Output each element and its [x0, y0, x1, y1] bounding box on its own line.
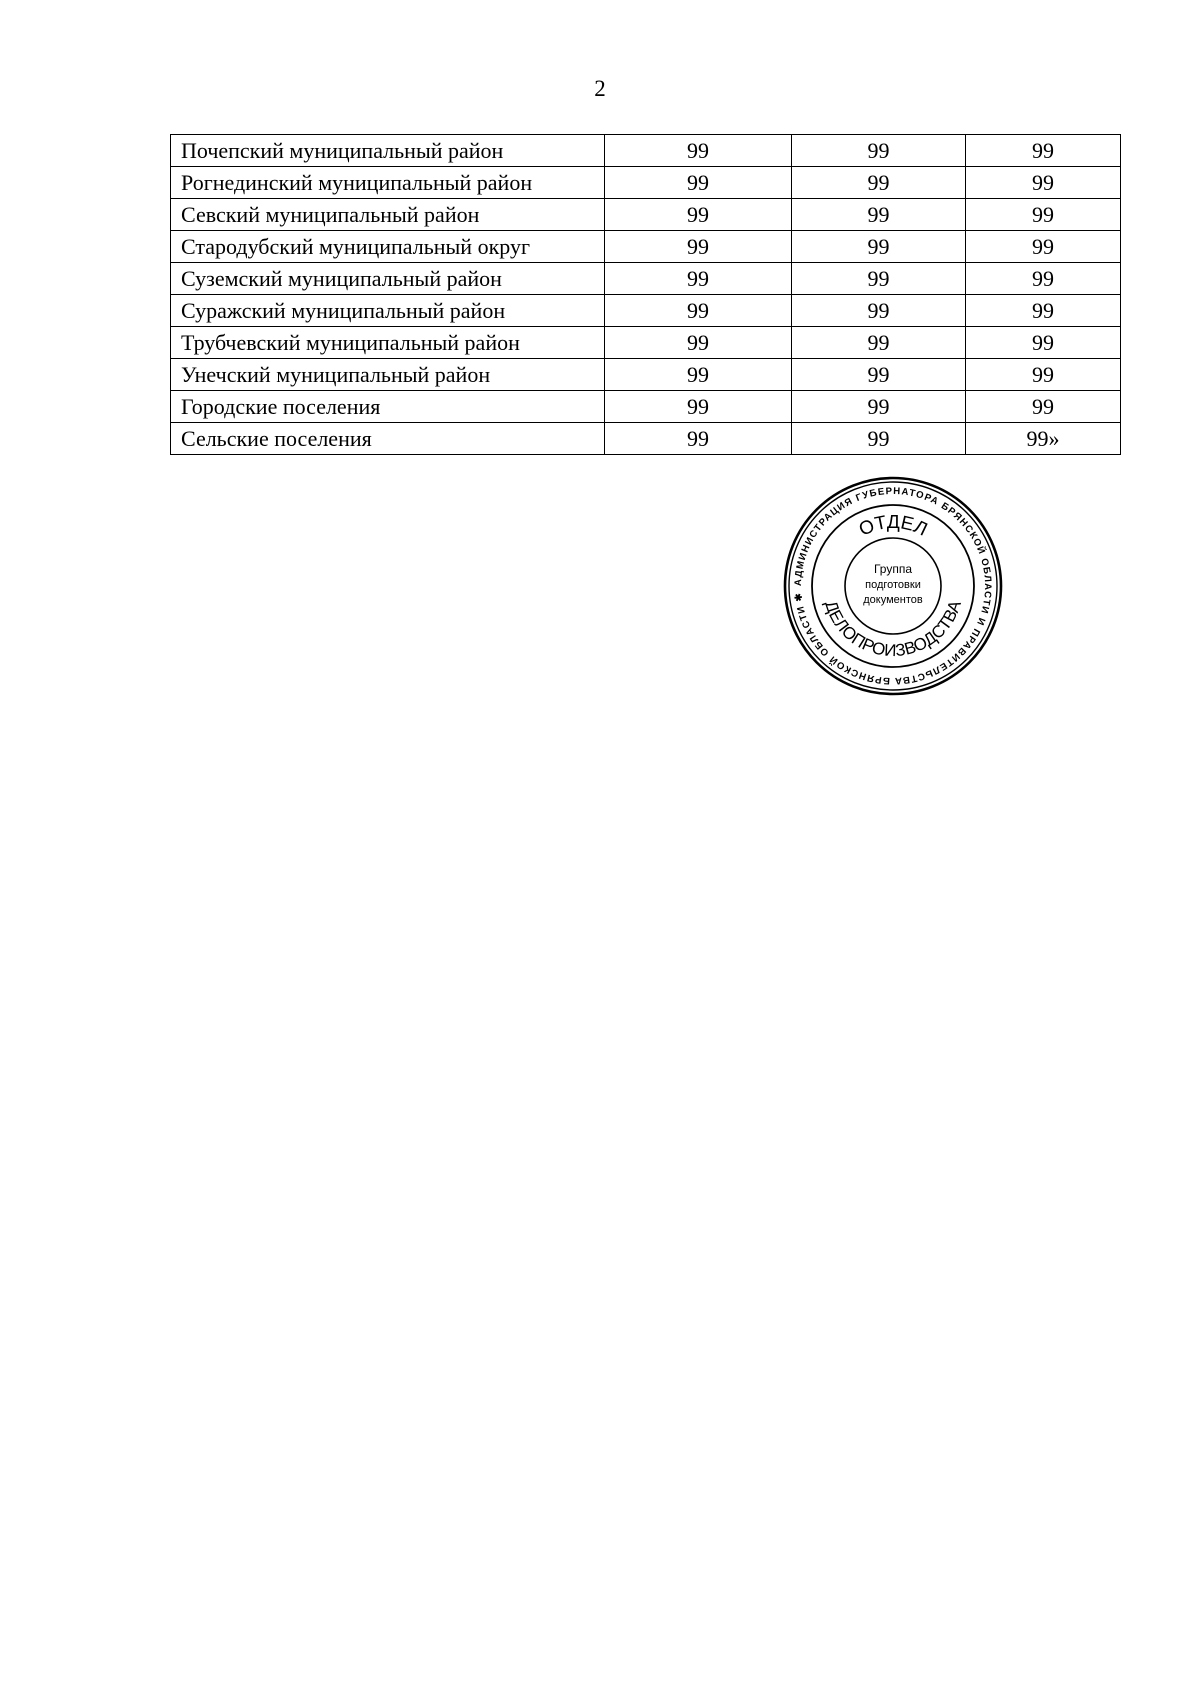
stamp-top-text-path: ОТДЕЛ: [855, 511, 931, 541]
table-row: [171, 135, 1121, 167]
value-cell: 99: [792, 167, 966, 199]
value-cell: 99: [792, 263, 966, 295]
district-name-cell: Рогнединский муниципальный район: [171, 167, 605, 199]
value-cell: 99: [966, 135, 1121, 167]
table-row: [171, 391, 1121, 423]
stamp-center-line-2: подготовки: [865, 579, 921, 591]
value-cell: 99: [792, 359, 966, 391]
value-cell: 99: [605, 199, 792, 231]
district-name-cell: Почепский муниципальный район: [171, 135, 605, 167]
office-stamp: [783, 476, 1003, 696]
district-name-cell: Сельские поселения: [171, 423, 605, 455]
page-number: 2: [594, 76, 606, 101]
district-name-cell: Трубчевский муниципальный район: [171, 327, 605, 359]
value-cell: 99: [605, 167, 792, 199]
value-cell: 99: [966, 359, 1121, 391]
stamp-bottom-text: [821, 597, 965, 660]
value-cell: 99: [966, 295, 1121, 327]
value-cell: 99: [792, 135, 966, 167]
district-name-cell: Городские поселения: [171, 391, 605, 423]
district-name-cell: Стародубский муниципальный округ: [171, 231, 605, 263]
value-cell: 99: [792, 327, 966, 359]
table-row: [171, 231, 1121, 263]
value-cell: 99: [605, 295, 792, 327]
district-table: [170, 134, 1121, 455]
value-cell: 99: [792, 423, 966, 455]
value-cell: 99: [966, 231, 1121, 263]
district-name-cell: Севский муниципальный район: [171, 199, 605, 231]
value-cell: 99: [792, 231, 966, 263]
stamp-graphic: [783, 476, 1003, 696]
district-name-cell: Унечский муниципальный район: [171, 359, 605, 391]
value-cell: 99: [966, 263, 1121, 295]
value-cell: 99: [605, 391, 792, 423]
value-cell: 99: [605, 231, 792, 263]
value-cell: 99: [605, 135, 792, 167]
value-cell: 99: [792, 199, 966, 231]
stamp-top-text: [856, 512, 930, 541]
value-cell: 99: [605, 327, 792, 359]
table-row: [171, 295, 1121, 327]
stamp-center-line-3: документов: [863, 594, 923, 606]
table-row: [171, 199, 1121, 231]
stamp-center-line-1: Группа: [873, 562, 913, 576]
table-row: [171, 167, 1121, 199]
value-cell: 99: [605, 359, 792, 391]
table-row: [171, 359, 1121, 391]
value-cell: 99: [966, 199, 1121, 231]
value-cell: 99: [792, 295, 966, 327]
table-row: [171, 423, 1121, 455]
value-cell: 99: [605, 263, 792, 295]
value-cell: 99: [966, 167, 1121, 199]
value-cell: 99»: [966, 423, 1121, 455]
district-name-cell: Суземский муниципальный район: [171, 263, 605, 295]
value-cell: 99: [966, 327, 1121, 359]
table-row: [171, 263, 1121, 295]
table-row: [171, 327, 1121, 359]
stamp-bottom-text-path: ДЕЛОПРОИЗВОДСТВА: [821, 598, 965, 661]
value-cell: 99: [792, 391, 966, 423]
value-cell: 99: [605, 423, 792, 455]
value-cell: 99: [966, 391, 1121, 423]
district-name-cell: Суражский муниципальный район: [171, 295, 605, 327]
stamp-outer-text-path: АДМИНИСТРАЦИЯ ГУБЕРНАТОРА БРЯНСКОЙ ОБЛАСТИ И ПРАВИТЕЛЬСТВА БРЯНСКОЙ ОБЛАСТИ ✱: [792, 485, 994, 687]
